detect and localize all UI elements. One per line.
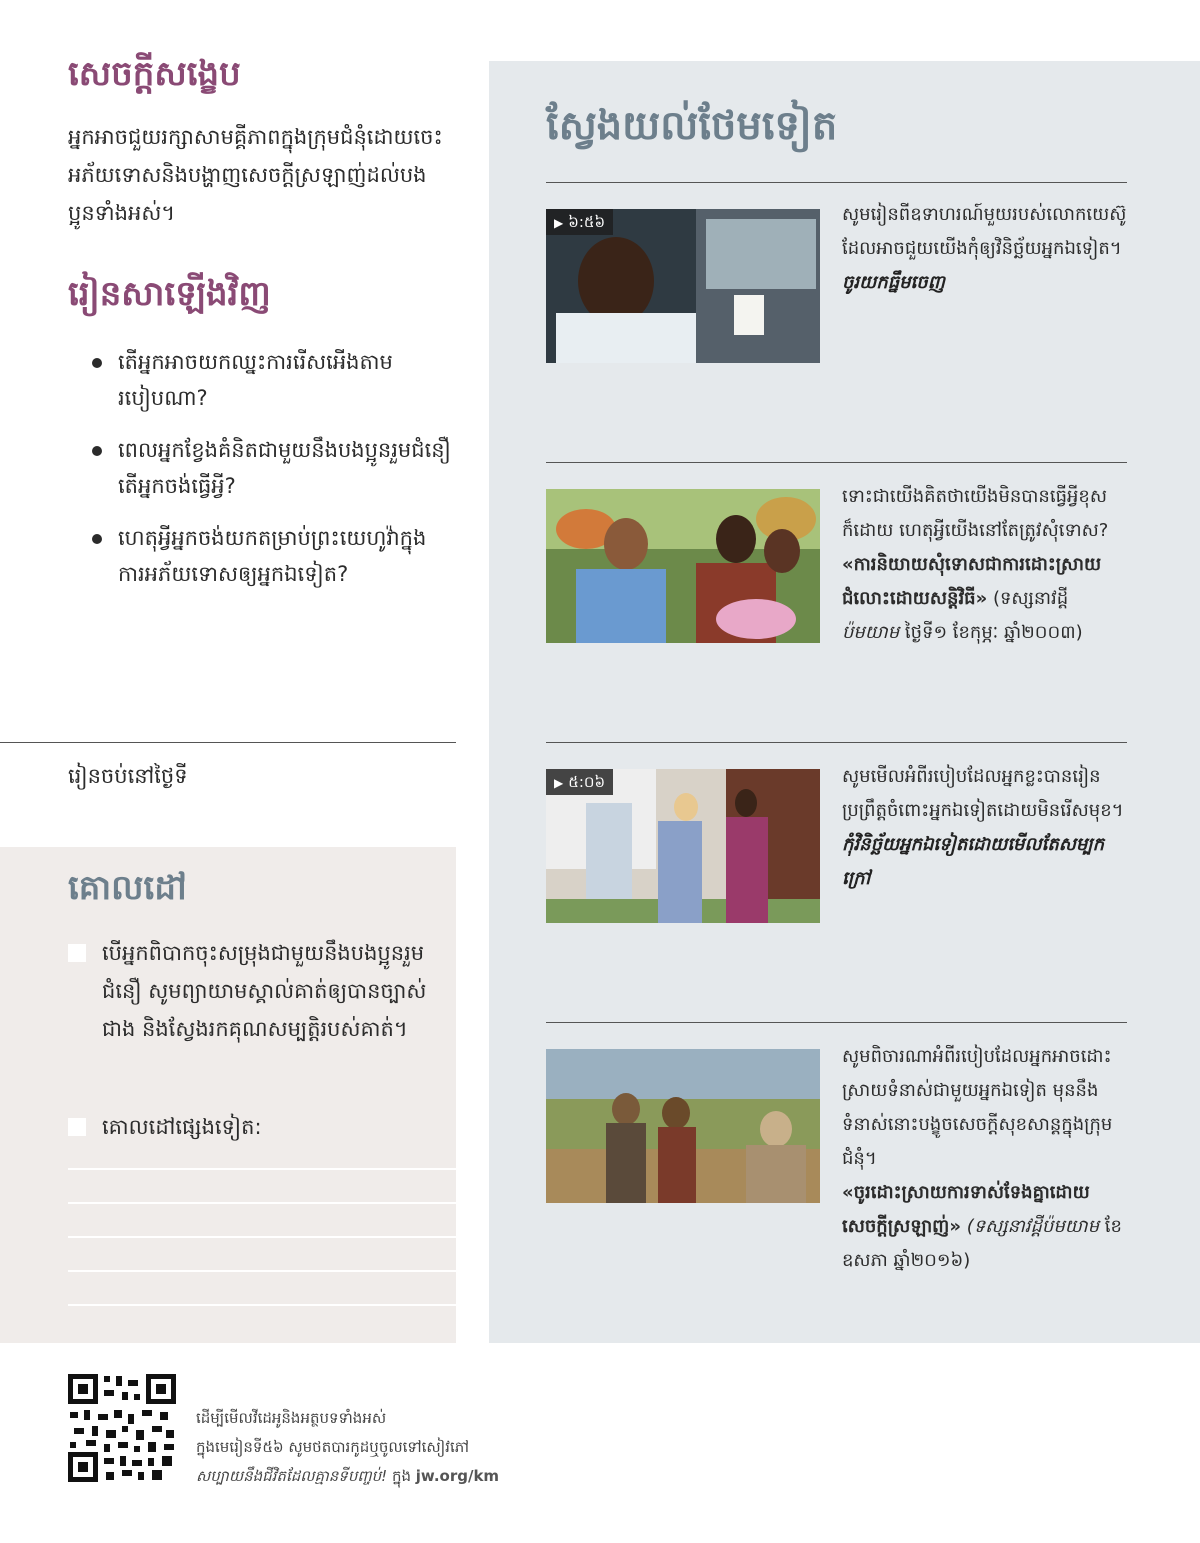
explore-more-heading: ស្វែងយល់ថែមទៀត xyxy=(546,103,838,149)
entry-description: សូមពិចារណាអំពីរបៀបដែលអ្នកអាចដោះស្រាយទំនាស់ជាមួយអ្នកឯទៀត មុននឹងទំនាស់នោះបង្ខូចសេចក្ដីសុខសាន្តក្នុងក្រុមជំនុំ។ xyxy=(842,1046,1113,1169)
write-in-line[interactable] xyxy=(68,1236,456,1238)
divider xyxy=(546,462,1127,463)
write-in-line[interactable] xyxy=(68,1202,456,1204)
review-heading: រៀនសាឡើងវិញ xyxy=(68,274,271,314)
goal-item xyxy=(68,934,438,1048)
summary-text: អ្នកអាចជួយរក្សាសាមគ្គីភាពក្នុងក្រុមជំនុំដោយចេះអភ័យទោសនិងបង្ហាញសេចក្ដីស្រឡាញ់ដល់បងប្អូនទាំងអស់។ xyxy=(68,125,443,225)
summary-heading: សេចក្ដីសង្ខេប xyxy=(68,54,241,94)
video-duration-badge: ▶ ៥:០៦ xyxy=(546,769,613,795)
video-thumbnail[interactable] xyxy=(546,209,820,363)
source-date: ខែឧសភា ឆ្នាំ២០១៦) xyxy=(842,1216,1122,1271)
write-in-line[interactable] xyxy=(68,1168,456,1170)
footer-in-word: ក្នុង xyxy=(391,1467,411,1485)
entry-description: សូមរៀនពីឧទាហរណ៍មួយរបស់លោកយេស៊ូដែលអាចជួយយើងកុំឲ្យវិនិច្ឆ័យអ្នកឯទៀត។ xyxy=(842,204,1127,259)
divider xyxy=(546,1022,1127,1023)
goal-item-other xyxy=(68,1108,438,1146)
video-thumbnail[interactable] xyxy=(546,769,820,923)
play-icon: ▶ xyxy=(554,776,564,790)
entry-description: ទោះជាយើងគិតថាយើងមិនបានធ្វើអ្វីខុសក៏ដោយ ហេតុអ្វីយើងនៅតែត្រូវសុំទោស? xyxy=(842,486,1109,541)
completed-date-label: រៀនចប់នៅថ្ងៃទី xyxy=(68,764,188,788)
magazine-title: (ទស្សនាវដ្ដីប៉មយាម xyxy=(966,1216,1100,1237)
footer-line: ដើម្បីមើលវីដេអូនិងអត្ថបទទាំងអស់ xyxy=(196,1409,387,1427)
goal-checkbox[interactable] xyxy=(68,944,86,962)
goal-heading: គោលដៅ xyxy=(68,868,187,908)
entry-text xyxy=(842,480,1127,650)
goal-box xyxy=(0,847,456,1343)
divider xyxy=(0,742,456,743)
entry-text xyxy=(842,760,1127,896)
goal-item-text: បើអ្នកពិបាកចុះសម្រុងជាមួយនឹងបងប្អូនរួមជំនឿ សូមព្យាយាមស្គាល់គាត់ឲ្យបានច្បាស់ជាង និងស្វែងរកគុណសម្បត្តិរបស់គាត់។ xyxy=(102,941,427,1041)
entry-description: សូមមើលអំពីរបៀបដែលអ្នកខ្លះបានរៀនប្រព្រឹត្តចំពោះអ្នកឯទៀតដោយមិនរើសមុខ។ xyxy=(842,766,1124,821)
article-image xyxy=(546,489,820,643)
divider xyxy=(546,182,1127,183)
article-image xyxy=(546,1049,820,1203)
video-link[interactable]: កុំវិនិច្ឆ័យអ្នកឯទៀតដោយមើលតែសម្បកក្រៅ xyxy=(842,834,1105,889)
goal-checkbox[interactable] xyxy=(68,1118,86,1136)
book-title: សប្បាយនឹងជីវិតដែលគ្មានទីបញ្ចប់! xyxy=(196,1467,388,1485)
write-in-line[interactable] xyxy=(68,1304,456,1306)
review-question: តើអ្នកអាចយកឈ្នះការរើសអើងតាមរបៀបណា? xyxy=(92,344,452,416)
review-question: ពេលអ្នកខ្វែងគំនិតជាមួយនឹងបងប្អូនរួមជំនឿ តើអ្នកចង់ធ្វើអ្វី? xyxy=(92,432,452,504)
entry-text xyxy=(842,1040,1127,1278)
article-link[interactable]: «ចូរដោះស្រាយការទាស់ទែងគ្នាដោយសេចក្ដីស្រឡាញ់» xyxy=(842,1182,1090,1237)
footer-text xyxy=(196,1404,616,1491)
source-date: ថ្ងៃទី១ ខែកុម្ភៈ ឆ្នាំ២០០៣) xyxy=(904,622,1083,643)
qr-code[interactable] xyxy=(68,1374,176,1482)
review-question: ហេតុអ្វីអ្នកចង់យកតម្រាប់ព្រះយេហូវ៉ាក្នុងការអភ័យទោសឲ្យអ្នកឯទៀត? xyxy=(92,520,452,592)
play-icon: ▶ xyxy=(554,216,564,230)
divider xyxy=(546,742,1127,743)
source-text: (ទស្សនាវដ្ដី xyxy=(992,588,1069,609)
website-link[interactable]: jw.org/km xyxy=(415,1467,500,1485)
video-duration-badge: ▶ ៦:៥៦ xyxy=(546,209,613,235)
entry-text xyxy=(842,198,1127,300)
magazine-title: ប៉មយាម xyxy=(842,622,900,643)
review-question-list xyxy=(92,344,452,608)
goal-item-text: គោលដៅផ្សេងទៀត: xyxy=(102,1115,262,1139)
video-link[interactable]: ចូរយកធ្នឹមចេញ xyxy=(842,272,945,293)
write-in-line[interactable] xyxy=(68,1270,456,1272)
article-link[interactable]: «ការនិយាយសុំទោសជាការដោះស្រាយជំលោះដោយសន្តិវិធី» xyxy=(842,554,1102,609)
footer-line: ក្នុងមេរៀនទី៥៦ សូមថតបារកូដឬចូលទៅសៀវភៅ xyxy=(196,1438,469,1456)
